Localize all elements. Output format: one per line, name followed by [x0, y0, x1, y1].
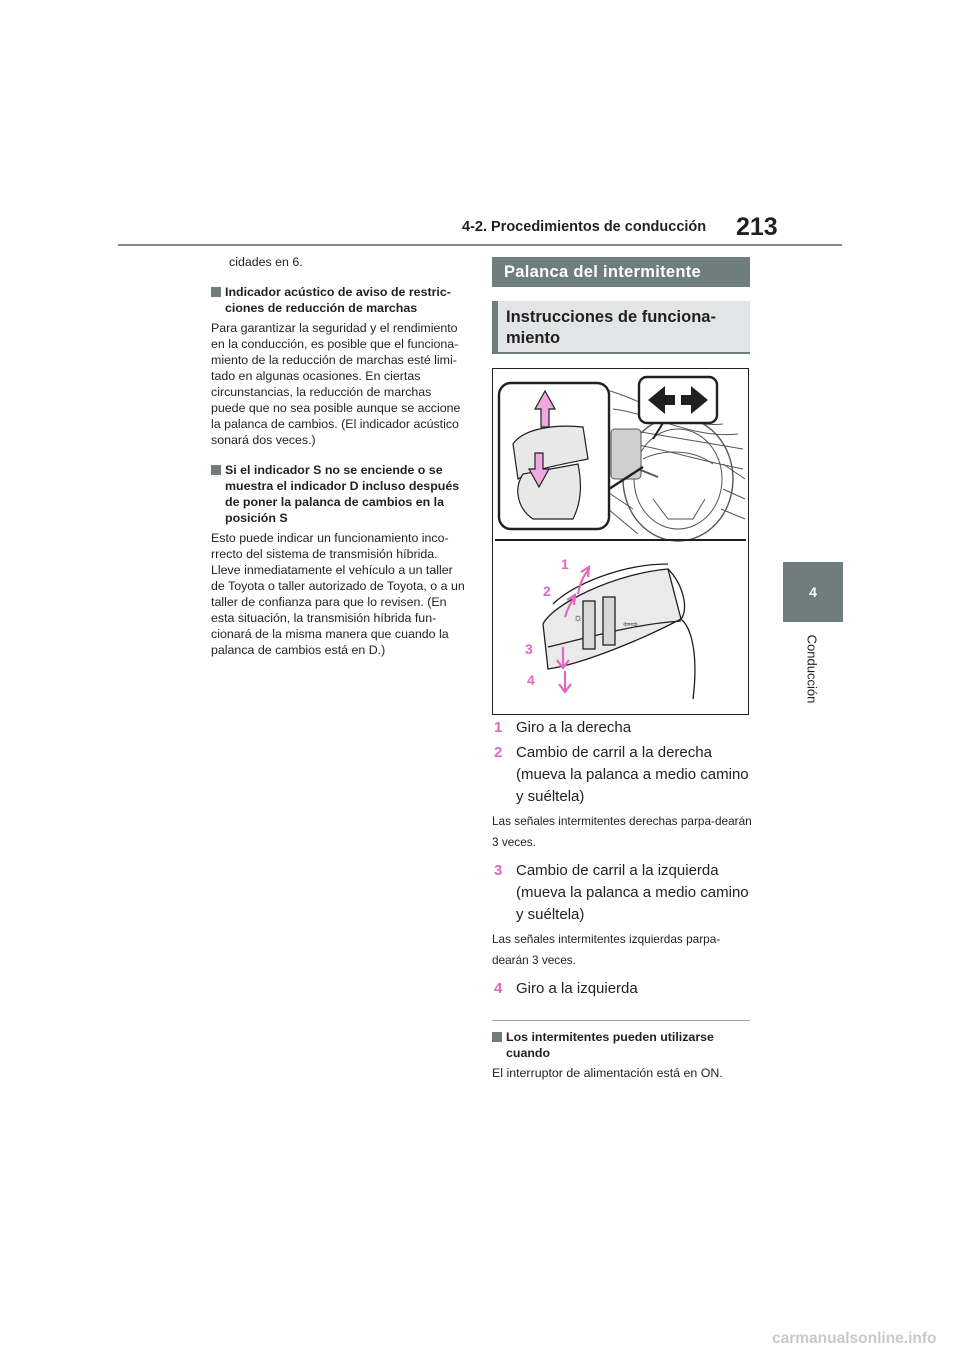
note-body: Para garantizar la seguridad y el rendimiento en la conducción, es posible que el funciona-miento de la reducción de marchas esté limi-tado en algunas ocasiones. En ciertas circunstancias, la reducción de marchas puede que no sea posible aunque se accione la palanca de cambios. (El indicador acústico sonará dos veces.): [211, 321, 461, 447]
callout-number-2: 2: [543, 583, 551, 599]
turn-symbol-icon: ⇦⇨: [623, 619, 639, 629]
note-heading-text: Los intermitentes pueden utilizarse cuando: [506, 1030, 714, 1060]
note-body: Esto puede indicar un funcionamiento inco-rrecto del sistema de transmisión híbrida. Lleve inmediatamente el vehículo a un taller de Toyota o taller autorizado de Toyota, o a un taller de confianza para que lo revisen. (En esta situación, la transmisión híbrida fun-cionará de la misma manera que cuando la palanca de cambios está en D.): [211, 531, 465, 657]
step-number: 2: [494, 744, 503, 761]
step-text: Giro a la izquierda: [516, 980, 638, 997]
square-bullet-icon: [211, 465, 221, 475]
chapter-tab-label-text: Conducción: [804, 634, 820, 704]
continuation-text: cidades en 6.: [229, 255, 303, 269]
pink-arrow-1-icon: [578, 567, 589, 594]
header-section-title: 4-2. Procedimientos de conducción: [462, 219, 707, 235]
step-item: [492, 860, 752, 926]
callout-number-4: 4: [527, 672, 535, 688]
section-title: Palanca del intermitente: [504, 262, 702, 281]
subsection-title-text: Instrucciones de funciona-miento: [506, 308, 716, 347]
note-divider: [492, 1020, 750, 1021]
left-column: [211, 254, 469, 672]
note-body: El interruptor de alimentación está en ON.: [492, 1066, 723, 1080]
indicator-leader-line: [653, 423, 663, 439]
watermark: carmanualsonline.info: [772, 1330, 937, 1347]
turn-signal-lever-illustration: [492, 368, 749, 715]
step-text: Giro a la derecha: [516, 719, 632, 736]
step-item: [492, 978, 752, 1000]
step-text: Cambio de carril a la derecha (mueva la palanca a medio camino y suéltela): [516, 744, 749, 805]
note-heading: [211, 284, 469, 316]
square-bullet-icon: [492, 1032, 502, 1042]
subsection-title: [492, 301, 750, 354]
step-note: Las señales intermitentes izquierdas parpa-dearán 3 veces.: [492, 932, 721, 967]
chapter-tab-number: 4: [783, 562, 843, 622]
step-text: Cambio de carril a la izquierda (mueva la palanca a medio camino y suéltela): [516, 862, 749, 923]
step-item: [492, 717, 752, 739]
pink-arrow-4-icon: [559, 671, 571, 692]
note-heading-text: Indicador acústico de aviso de restric-ciones de reducción de marchas: [225, 285, 451, 315]
hand-on-lever-icon: [513, 426, 588, 519]
step-number: 1: [494, 719, 503, 736]
illustration-svg: [493, 369, 748, 714]
callout-number-3: 3: [525, 641, 533, 657]
square-bullet-icon: [211, 287, 221, 297]
light-symbol-icon: ☼: [573, 612, 584, 624]
note-heading: [492, 1029, 752, 1061]
step-item: [492, 742, 752, 808]
section-title-bar: [492, 257, 750, 287]
note-heading: [211, 462, 469, 526]
page-number: 213: [736, 213, 778, 241]
step-number: 3: [494, 862, 503, 879]
step-note: Las señales intermitentes derechas parpa-dearán 3 veces.: [492, 814, 752, 849]
note-heading-text: Si el indicador S no se enciende o se muestra el indicador D incluso después de poner la palanca de cambios en la posición S: [225, 463, 460, 525]
step-number: 4: [494, 980, 503, 997]
header-divider: [118, 244, 842, 246]
right-column-steps: [492, 717, 752, 1095]
callout-number-1: 1: [561, 556, 569, 572]
chapter-tab-label: [800, 632, 824, 706]
